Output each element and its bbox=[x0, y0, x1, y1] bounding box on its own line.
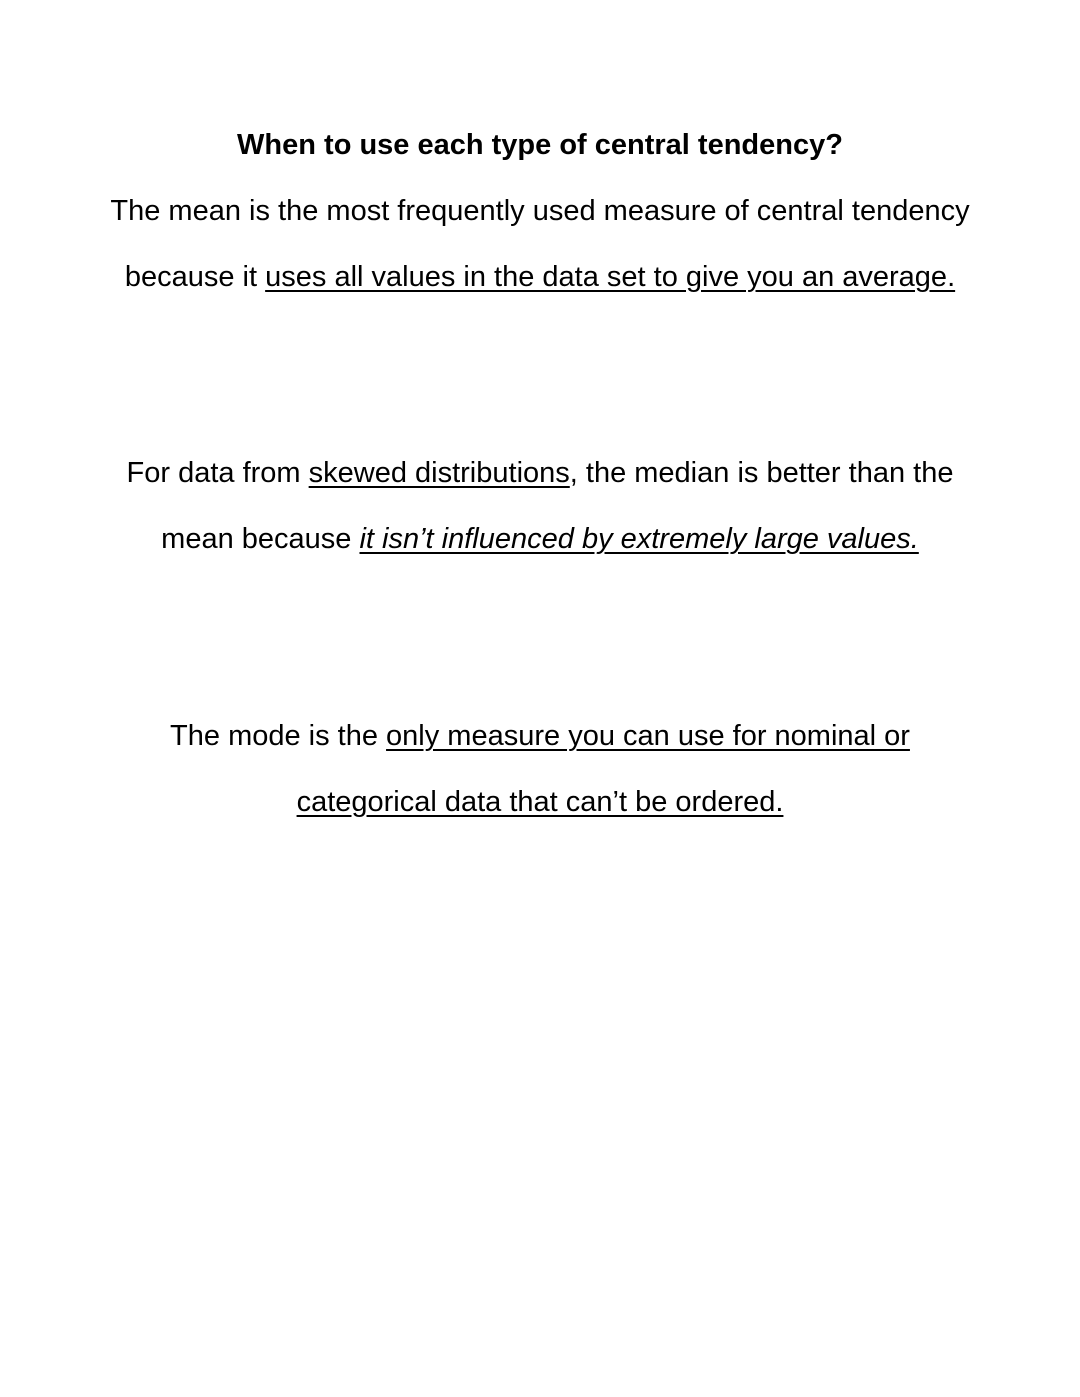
paragraph-median-italic-underlined: it isn’t influenced by extremely large values. bbox=[359, 522, 919, 555]
paragraph-median-text-start: For data from bbox=[126, 457, 309, 489]
paragraph-mode bbox=[110, 704, 970, 835]
paragraph-mode-text: The mode is the bbox=[170, 720, 387, 752]
paragraph-mode-underlined: only measure you can use for nominal or categorical data that can’t be ordered. bbox=[296, 720, 910, 818]
paragraph-median-underlined: skewed distributions bbox=[308, 457, 570, 489]
paragraph-mean-underlined: uses all values in the data set to give you an average. bbox=[265, 260, 956, 293]
paragraph-mean bbox=[110, 179, 970, 310]
document-title: When to use each type of central tendency? bbox=[237, 129, 843, 161]
paragraph-mean-text: The mean is the most frequently used measure of central tendency because it bbox=[110, 195, 970, 293]
paragraph-median-text-middle: , the median is better than the mean because bbox=[161, 457, 954, 555]
paragraph-median bbox=[110, 441, 970, 572]
